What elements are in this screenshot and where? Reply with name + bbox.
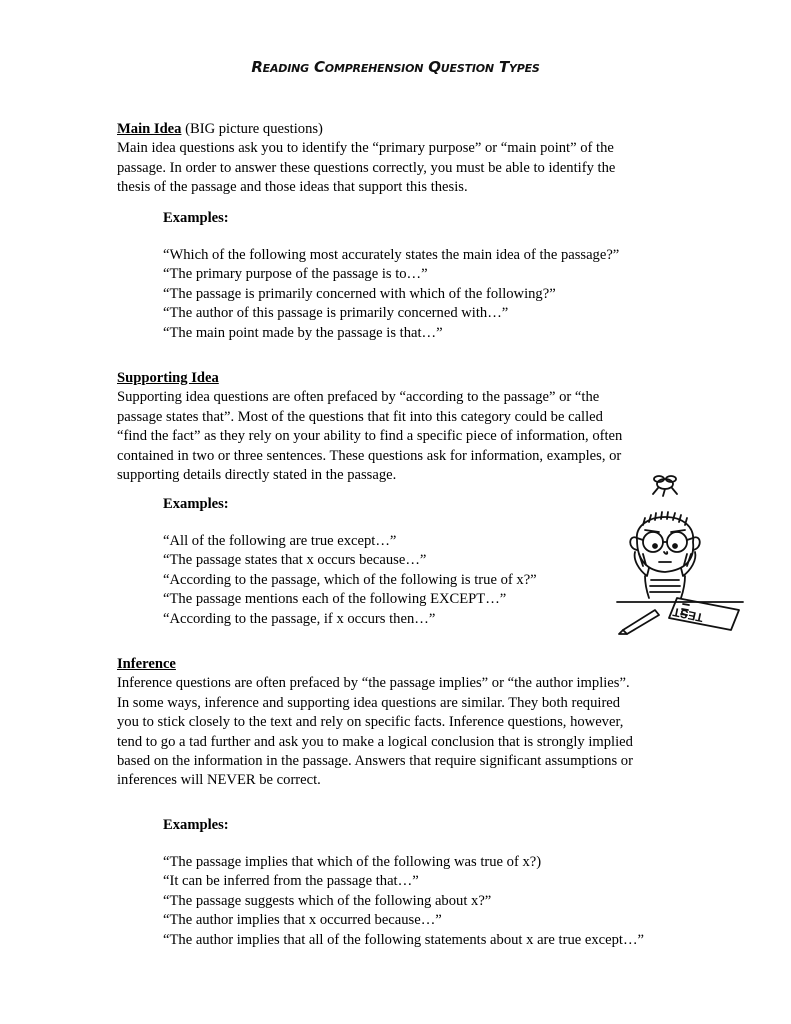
body-line: based on the information in the passage. Answers that require significant assumptions or xyxy=(117,752,633,769)
section-heading-line xyxy=(117,369,677,388)
examples-label: Examples: xyxy=(163,210,229,226)
example-item: “The passage states that x occurs because…” xyxy=(163,552,427,569)
section-inference xyxy=(117,655,677,791)
section-heading: Main Idea xyxy=(117,121,182,137)
example-item: “The passage is primarily concerned with which of the following?” xyxy=(163,285,556,302)
body-line: Inference questions are often prefaced by “the passage implies” or “the author implies”. xyxy=(117,675,630,692)
body-line: passage states that”. Most of the questions that fit into this category could be called xyxy=(117,408,603,425)
example-item: “The author implies that x occurred because…” xyxy=(163,912,442,929)
page-title: Reading Comprehension Question Types xyxy=(251,58,540,76)
body-line: Main idea questions ask you to identify the “primary purpose” or “main point” of the xyxy=(117,140,614,157)
example-item: “The passage implies that which of the following was true of x?) xyxy=(163,854,542,870)
body-line: you to stick closely to the text and rely on specific facts. Inference questions, however, xyxy=(117,714,624,731)
example-item: “The passage mentions each of the following EXCEPT…” xyxy=(163,591,507,608)
examples-label: Examples: xyxy=(163,496,229,512)
body-line: tend to go a tad further and ask you to make a logical conclusion that is strongly implied xyxy=(117,733,633,750)
example-item: “The author implies that all of the following statements about x are true except…” xyxy=(163,931,645,948)
example-item: “The passage suggests which of the following about x?” xyxy=(163,892,492,909)
examples-list xyxy=(163,853,723,950)
body-line: Supporting idea questions are often prefaced by “according to the passage” or “the xyxy=(117,389,600,406)
body-line: passage. In order to answer these questions correctly, you must be able to identify the xyxy=(117,159,616,176)
body-line: In some ways, inference and supporting idea questions are similar. They both required xyxy=(117,694,621,711)
section-heading-line xyxy=(117,655,677,674)
example-item: “The author of this passage is primarily concerned with…” xyxy=(163,305,509,322)
body-line: “find the fact” as they rely on your ability to find a specific piece of information, often xyxy=(117,428,623,445)
example-item: “According to the passage, which of the following is true of x?” xyxy=(163,571,537,588)
section-heading: Inference xyxy=(117,656,176,672)
example-item: “Which of the following most accurately states the main idea of the passage?” xyxy=(163,247,620,263)
section-main-idea xyxy=(117,120,677,198)
body-line: inferences will NEVER be correct. xyxy=(117,772,321,789)
fly-icon xyxy=(653,476,677,496)
section-heading: Supporting Idea xyxy=(117,370,219,386)
section-supporting-idea xyxy=(117,369,677,485)
example-item: “It can be inferred from the passage that…” xyxy=(163,873,419,890)
section-heading-line xyxy=(117,120,677,139)
examples-list xyxy=(163,246,723,343)
example-item: “All of the following are true except…” xyxy=(163,533,397,549)
section-heading-suffix: (BIG picture questions) xyxy=(181,121,323,137)
body-line: thesis of the passage and those ideas that support this thesis. xyxy=(117,179,468,196)
body-line: supporting details directly stated in the passage. xyxy=(117,466,397,483)
example-item: “The primary purpose of the passage is to…” xyxy=(163,266,428,283)
student-test-cartoon-icon xyxy=(615,470,745,635)
body-line: contained in two or three sentences. These questions ask for information, examples, or xyxy=(117,447,622,464)
examples-label: Examples: xyxy=(163,817,229,833)
svg-text:TEST: TEST xyxy=(671,604,705,625)
example-item: “The main point made by the passage is that…” xyxy=(163,324,443,341)
example-item: “According to the passage, if x occurs then…” xyxy=(163,610,436,627)
